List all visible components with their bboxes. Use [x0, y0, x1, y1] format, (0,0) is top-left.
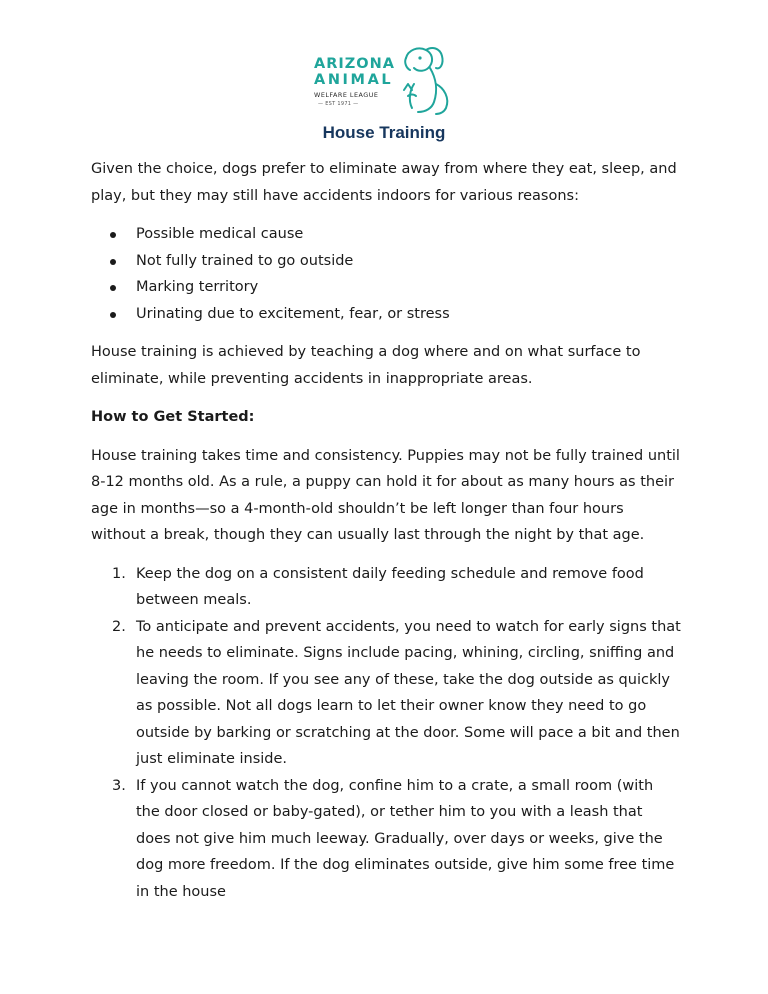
- bullet-icon: [110, 312, 116, 318]
- reasons-list: [91, 221, 681, 327]
- step-text: If you cannot watch the dog, confine him to a crate, a small room (with the door closed or baby-gated), or tether him to you with a leash that does not give him much leeway. Gradually, over days or weeks, give the dog more freedom. If the dog eliminates outside, give him some free time in the house: [136, 777, 675, 900]
- section-heading: How to Get Started:: [91, 409, 255, 425]
- page-title: House Training: [322, 123, 446, 142]
- logo-text-line2: ANIMAL: [314, 72, 394, 88]
- dog-cat-logo-icon: [396, 44, 456, 116]
- step-number: 2.: [112, 618, 126, 635]
- summary-paragraph: House training is achieved by teaching a dog where and on what surface to eliminate, while preventing accidents in inappropriate areas.: [91, 344, 641, 387]
- list-item: Possible medical cause: [136, 221, 681, 248]
- logo-text-line4: — EST 1971 —: [318, 101, 359, 107]
- step-item: [112, 614, 681, 773]
- step-text: To anticipate and prevent accidents, you need to watch for early signs that he needs to eliminate. Signs include pacing, whining, circling, sniffing and leaving the room. If you see any of these, take the dog outside as quickly as possible. Not all dogs learn to let their owner know they need to go outside by barking or scratching at the door. Some will pace a bit and then just eliminate inside.: [136, 618, 681, 767]
- step-item: [112, 561, 681, 614]
- bullet-icon: [110, 259, 116, 265]
- bullet-icon: [110, 285, 116, 291]
- logo: [314, 44, 456, 116]
- list-item: Marking territory: [136, 274, 681, 301]
- steps-list: [91, 561, 681, 906]
- logo-text-line3: WELFARE LEAGUE: [314, 91, 379, 99]
- list-item: Not fully trained to go outside: [136, 248, 681, 275]
- step-number: 1.: [112, 565, 126, 582]
- step-number: 3.: [112, 777, 126, 794]
- step-item: [112, 773, 681, 906]
- document-body: [91, 156, 681, 905]
- bullet-icon: [110, 232, 116, 238]
- section-intro-paragraph: House training takes time and consistency. Puppies may not be fully trained until 8-12 months old. As a rule, a puppy can hold it for about as many hours as their age in months—so a 4-month-old shouldn’t be left longer than four hours without a break, though they can usually last through the night by that age.: [91, 447, 680, 543]
- logo-text-line1: ARIZONA: [314, 56, 395, 72]
- step-text: Keep the dog on a consistent daily feeding schedule and remove food between meals.: [136, 565, 644, 608]
- list-item: Urinating due to excitement, fear, or stress: [136, 301, 681, 328]
- intro-paragraph: Given the choice, dogs prefer to eliminate away from where they eat, sleep, and play, but they may still have accidents indoors for various reasons:: [91, 161, 677, 204]
